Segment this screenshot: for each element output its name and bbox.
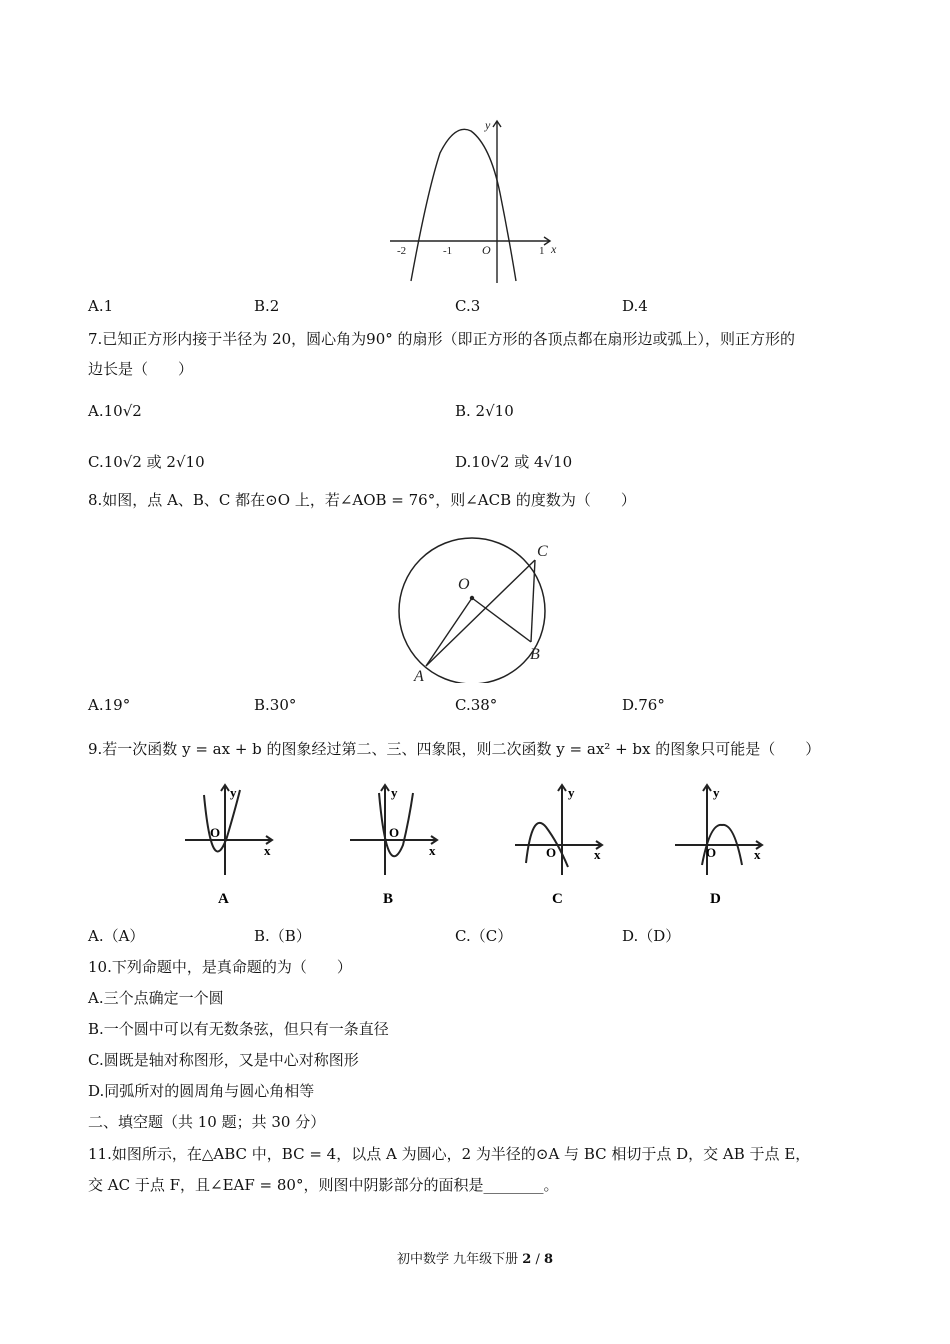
q8-segment-oa bbox=[426, 598, 472, 666]
q9b-caption: B bbox=[383, 891, 394, 907]
q9-graph-b bbox=[345, 775, 445, 910]
q11-line2: 交 AC 于点 F，且∠EAF = 80°，则图中阴影部分的面积是________。 bbox=[88, 1176, 559, 1194]
q6-tick-1: 1 bbox=[539, 245, 545, 257]
q6-y-label: y bbox=[485, 118, 491, 132]
q8-label-c: C bbox=[537, 543, 548, 560]
q9-graph-d bbox=[670, 775, 770, 910]
q9c-caption: C bbox=[552, 891, 563, 907]
footer-total: 8 bbox=[543, 1252, 554, 1267]
q8-option-d[interactable]: D.76° bbox=[622, 696, 665, 714]
q9-graph-a bbox=[180, 775, 280, 910]
q8-center-dot bbox=[470, 596, 474, 600]
q6-option-a[interactable]: A.1 bbox=[88, 297, 114, 315]
q8-option-c[interactable]: C.38° bbox=[455, 696, 498, 714]
q9-option-d[interactable]: D.（D） bbox=[622, 927, 681, 945]
footer-sep: / bbox=[535, 1252, 540, 1267]
q6-tick-neg1: -1 bbox=[443, 245, 453, 257]
q7-option-a[interactable]: A.10√2 bbox=[88, 402, 142, 420]
q8-label-a: A bbox=[414, 668, 424, 683]
q9b-y-label: y bbox=[391, 785, 398, 800]
q9b-origin: O bbox=[389, 825, 400, 840]
q9-graph-c bbox=[510, 775, 610, 910]
q10-option-b[interactable]: B.一个圆中可以有无数条弦，但只有一条直径 bbox=[88, 1020, 389, 1038]
q9-stem: 9.若一次函数 y = ax + b 的图象经过第二、三、四象限，则二次函数 y = ax² + bx 的图象只可能是（ ） bbox=[88, 740, 821, 758]
q9c-y-label: y bbox=[568, 785, 575, 800]
q8-circle-figure bbox=[390, 535, 560, 683]
q10-stem: 10.下列命题中，是真命题的为（ ） bbox=[88, 958, 352, 976]
q9c-origin: O bbox=[546, 845, 557, 860]
q10-option-a[interactable]: A.三个点确定一个圆 bbox=[88, 989, 224, 1007]
q9a-x-label: x bbox=[264, 843, 271, 858]
q9a-origin: O bbox=[210, 825, 221, 840]
q10-option-d[interactable]: D.同弧所对的圆周角与圆心角相等 bbox=[88, 1082, 315, 1100]
q6-x-label: x bbox=[551, 242, 557, 256]
q9d-y-label: y bbox=[713, 785, 720, 800]
q9b-x-label: x bbox=[429, 843, 436, 858]
q6-option-b[interactable]: B.2 bbox=[254, 297, 280, 315]
q11-line1: 11.如图所示，在△ABC 中，BC = 4，以点 A 为圆心，2 为半径的⊙A 与 BC 相切于点 D，交 AB 于点 E， bbox=[88, 1145, 811, 1163]
q8-option-b[interactable]: B.30° bbox=[254, 696, 297, 714]
q9c-x-label: x bbox=[594, 847, 601, 862]
q8-label-o: O bbox=[458, 576, 470, 593]
q8-segment-ac bbox=[426, 560, 535, 666]
q7-option-d[interactable]: D.10√2 或 4√10 bbox=[455, 453, 573, 471]
q8-segment-bc bbox=[531, 560, 535, 642]
q6-parabola-curve bbox=[411, 129, 516, 281]
q9d-origin: O bbox=[706, 845, 717, 860]
q9a-y-label: y bbox=[230, 785, 237, 800]
q7-option-c[interactable]: C.10√2 或 2√10 bbox=[88, 453, 205, 471]
q6-tick-neg2: -2 bbox=[397, 245, 407, 257]
q9d-caption: D bbox=[710, 891, 721, 907]
q7-stem-line2: 边长是（ ） bbox=[88, 360, 194, 378]
footer-text: 初中数学 九年级下册 bbox=[396, 1252, 519, 1267]
q8-label-b: B bbox=[530, 646, 540, 663]
q7-option-b[interactable]: B. 2√10 bbox=[455, 402, 514, 420]
q8-circle bbox=[399, 538, 545, 683]
q10-option-c[interactable]: C.圆既是轴对称图形，又是中心对称图形 bbox=[88, 1051, 359, 1069]
q6-parabola-graph bbox=[385, 113, 565, 288]
page-footer bbox=[0, 1248, 950, 1267]
q8-option-a[interactable]: A.19° bbox=[88, 696, 131, 714]
q7-stem-line1: 7.已知正方形内接于半径为 20，圆心角为90° 的扇形（即正方形的各顶点都在扇形边或弧上），则正方形的 bbox=[88, 330, 796, 348]
q9d-x-label: x bbox=[754, 847, 761, 862]
q9a-caption: A bbox=[218, 891, 229, 907]
q8-stem: 8.如图，点 A、B、C 都在⊙O 上，若∠AOB = 76°，则∠ACB 的度数为（ ） bbox=[88, 491, 636, 509]
q8-segment-ob bbox=[472, 598, 531, 642]
section2-heading: 二、填空题（共 10 题；共 30 分） bbox=[88, 1113, 326, 1131]
q6-option-c[interactable]: C.3 bbox=[455, 297, 481, 315]
q6-origin: O bbox=[482, 243, 491, 257]
q9-option-b[interactable]: B.（B） bbox=[254, 927, 311, 945]
footer-page: 2 bbox=[522, 1252, 532, 1267]
q6-option-d[interactable]: D.4 bbox=[622, 297, 648, 315]
q9-option-c[interactable]: C.（C） bbox=[455, 927, 513, 945]
q9-option-a[interactable]: A.（A） bbox=[88, 927, 145, 945]
